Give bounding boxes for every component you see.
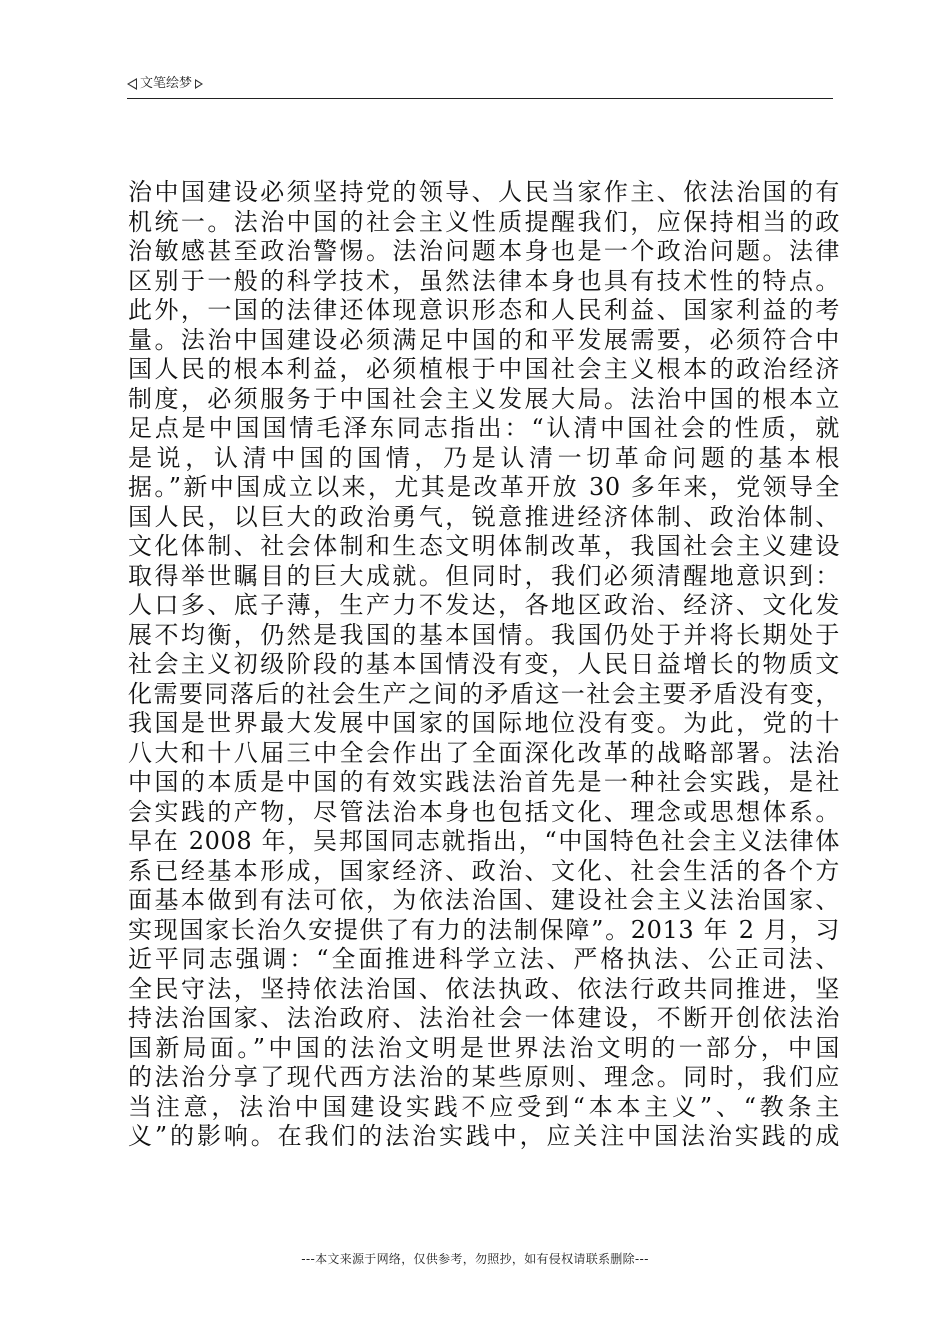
body-line: 早在 2008 年，吴邦国同志就指出，“中国特色社会主义法律体 bbox=[128, 827, 840, 855]
triangle-right-icon bbox=[195, 79, 203, 89]
body-line: 国新局面。”中国的法治文明是世界法治文明的一部分，中国 bbox=[128, 1033, 840, 1062]
body-line: 制度，必须服务于中国社会主义发展大局。法治中国的根本立 bbox=[128, 384, 840, 413]
body-line: 此外，一国的法律还体现意识形态和人民利益、国家利益的考 bbox=[128, 296, 840, 324]
body-line: 八大和十八届三中全会作出了全面深化改革的战略部署。法治 bbox=[128, 738, 840, 767]
body-line: 是说，认清中国的国情，乃是认清一切革命问题的基本根 bbox=[128, 443, 840, 472]
body-line: 文化体制、社会体制和生态文明体制改革，我国社会主义建设 bbox=[128, 532, 840, 560]
body-line: 量。法治中国建设必须满足中国的和平发展需要，必须符合中 bbox=[128, 325, 840, 354]
body-line: 持法治国家、法治政府、法治社会一体建设，不断开创依法治 bbox=[128, 1004, 840, 1032]
page-footer-disclaimer: ---本文来源于网络，仅供参考，勿照抄，如有侵权请联系删除--- bbox=[301, 1252, 649, 1266]
body-line: 国人民，以巨大的政治勇气，锐意推进经济体制、政治体制、 bbox=[128, 502, 840, 531]
body-line: 近平同志强调：“全面推进科学立法、严格执法、公正司法、 bbox=[128, 945, 840, 973]
body-line: 机统一。法治中国的社会主义性质提醒我们，应保持相当的政 bbox=[128, 207, 840, 236]
body-line: 化需要同落后的社会生产之间的矛盾这一社会主要矛盾没有变， bbox=[128, 679, 840, 708]
page-header bbox=[127, 76, 833, 99]
body-line: 展不均衡，仍然是我国的基本国情。我国仍处于并将长期处于 bbox=[128, 620, 840, 649]
body-line: 当注意，法治中国建设实践不应受到“本本主义”、“教条主 bbox=[128, 1092, 840, 1121]
body-line: 义”的影响。在我们的法治实践中，应关注中国法治实践的成 bbox=[128, 1122, 840, 1150]
body-line: 足点是中国国情毛泽东同志指出：“认清中国社会的性质，就 bbox=[128, 414, 840, 442]
body-line: 的法治分享了现代西方法治的某些原则、理念。同时，我们应 bbox=[128, 1063, 840, 1091]
body-line: 治中国建设必须坚持党的领导、人民当家作主、依法治国的有 bbox=[128, 178, 840, 206]
body-line: 中国的本质是中国的有效实践法治首先是一种社会实践，是社 bbox=[128, 768, 840, 796]
header-brand bbox=[127, 76, 203, 92]
body-line: 面基本做到有法可依，为依法治国、建设社会主义法治国家、 bbox=[128, 886, 840, 914]
body-line: 系已经基本形成，国家经济、政治、文化、社会生活的各个方 bbox=[128, 856, 840, 885]
body-line: 国人民的根本利益，必须植根于中国社会主义根本的政治经济 bbox=[128, 355, 840, 383]
body-line: 据。”新中国成立以来，尤其是改革开放 30 多年来，党领导全 bbox=[128, 473, 840, 501]
body-line: 社会主义初级阶段的基本国情没有变，人民日益增长的物质文 bbox=[128, 650, 840, 678]
body-line: 治敏感甚至政治警惕。法治问题本身也是一个政治问题。法律 bbox=[128, 237, 840, 265]
body-line: 全民守法，坚持依法治国、依法执政、依法行政共同推进，坚 bbox=[128, 974, 840, 1003]
brand-text: 文笔绘梦 bbox=[140, 76, 193, 91]
body-line: 人口多、底子薄，生产力不发达，各地区政治、经济、文化发 bbox=[128, 591, 840, 619]
document-body bbox=[128, 178, 840, 1152]
body-line: 我国是世界最大发展中国家的国际地位没有变。为此，党的十 bbox=[128, 709, 840, 737]
body-line: 取得举世瞩目的巨大成就。但同时，我们必须清醒地意识到： bbox=[128, 561, 840, 590]
body-line: 实现国家长治久安提供了有力的法制保障”。2013 年 2 月，习 bbox=[128, 915, 840, 944]
triangle-left-icon bbox=[127, 78, 137, 90]
body-line: 区别于一般的科学技术，虽然法律本身也具有技术性的特点。 bbox=[128, 266, 840, 295]
body-line: 会实践的产物，尽管法治本身也包括文化、理念或思想体系。 bbox=[128, 797, 840, 826]
